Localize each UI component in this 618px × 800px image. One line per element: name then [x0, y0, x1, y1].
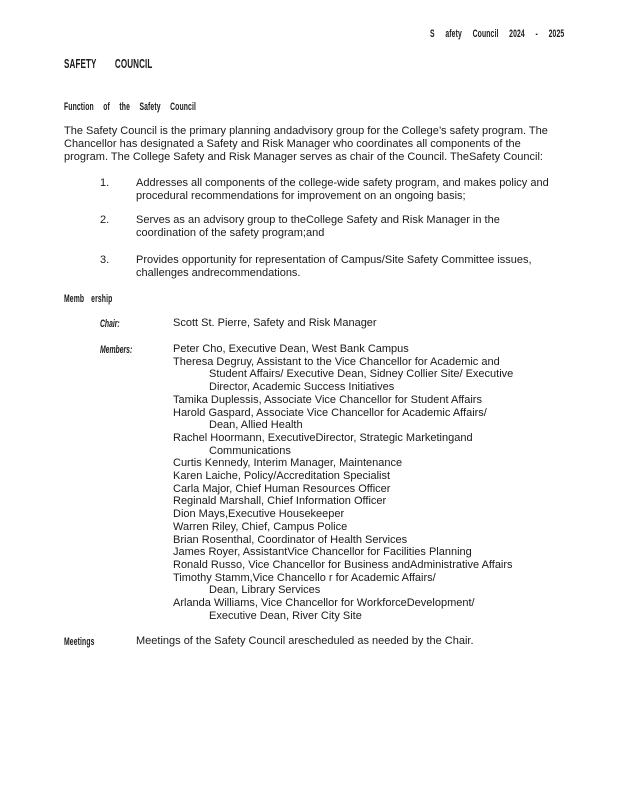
list-number: 3.	[100, 254, 110, 266]
member-line: Communications	[209, 444, 291, 457]
member-entry	[173, 534, 513, 547]
chair-value: Scott St. Pierre, Safety and Risk Manager	[173, 317, 377, 329]
member-line: Ronald Russo, Vice Chancellor for Business andAdministrative Affairs	[173, 558, 513, 571]
member-entry	[173, 470, 513, 483]
member-entry	[173, 343, 513, 356]
member-line: James Royer, AssistantVice Chancellor for Facilities Planning	[173, 546, 472, 559]
member-line: Arlanda Williams, Vice Chancellor for WorkforceDevelopment/	[173, 597, 475, 610]
member-entry	[173, 407, 513, 432]
member-line: Dean, Library Services	[209, 584, 321, 597]
member-line: Student Affairs/ Executive Dean, Sidney Collier Site/ Executive	[209, 368, 514, 381]
member-line: Curtis Kennedy, Interim Manager, Maintenance	[173, 457, 403, 470]
member-entry	[173, 356, 513, 394]
member-line: Dean, Allied Health	[209, 419, 303, 432]
list-item-line: Serves as an advisory group to theCollege Safety and Risk Manager in the	[136, 214, 500, 226]
list-item-line: Provides opportunity for representation of Campus/Site Safety Committee issues,	[136, 254, 532, 266]
member-line: Warren Riley, Chief, Campus Police	[173, 520, 348, 533]
member-line: Brian Rosenthal, Coordinator of Health Services	[173, 533, 408, 546]
member-line: Karen Laiche, Policy/Accreditation Specialist	[173, 470, 391, 483]
list-item-line: challenges andrecommendations.	[136, 267, 301, 279]
list-item-line: procedural recommendations for improvement on an ongoing basis;	[136, 190, 466, 202]
member-line: Timothy Stamm,Vice Chancello r for Academic Affairs/	[173, 571, 436, 584]
member-entry	[173, 521, 513, 534]
members-list	[173, 343, 513, 622]
member-entry	[173, 572, 513, 597]
member-entry	[173, 546, 513, 559]
list-number: 2.	[100, 214, 110, 226]
list-item	[136, 254, 532, 280]
member-line: Carla Major, Chief Human Resources Officer	[173, 482, 391, 495]
members-label: Members:	[100, 344, 133, 356]
member-line: Peter Cho, Executive Dean, West Bank Campus	[173, 343, 409, 355]
member-entry	[173, 483, 513, 496]
member-line: Director, Academic Success Initiatives	[209, 381, 395, 394]
function-heading: Function of the Safety Council	[64, 101, 196, 113]
intro-line: The Safety Council is the primary planning andadvisory group for the College’s safety program. The	[64, 125, 548, 137]
member-line: Theresa Degruy, Assistant to the Vice Chancellor for Academic and	[173, 355, 500, 368]
member-entry	[173, 597, 513, 622]
member-entry	[173, 394, 513, 407]
member-line: Harold Gaspard, Associate Vice Chancellor for Academic Affairs/	[173, 406, 487, 419]
list-item-line: coordination of the safety program;and	[136, 227, 325, 239]
list-item	[136, 177, 549, 203]
running-header: S afety Council 2024 - 2025	[430, 28, 565, 40]
member-line: Reginald Marshall, Chief Information Officer	[173, 495, 387, 508]
list-item-line: Addresses all components of the college-wide safety program, and makes policy and	[136, 177, 549, 189]
meetings-heading: Meetings	[64, 636, 95, 648]
chair-label: Chair:	[100, 318, 120, 330]
member-entry	[173, 495, 513, 508]
page-title: SAFETY COUNCIL	[64, 56, 153, 71]
member-entry	[173, 457, 513, 470]
member-entry	[173, 508, 513, 521]
meetings-text: Meetings of the Safety Council arescheduled as needed by the Chair.	[136, 635, 474, 647]
member-entry	[173, 432, 513, 457]
intro-line: program. The College Safety and Risk Manager serves as chair of the Council. TheSafety Council:	[64, 151, 543, 163]
member-line: Tamika Duplessis, Associate Vice Chancellor for Student Affairs	[173, 393, 482, 406]
membership-heading: Memb ership	[64, 293, 113, 305]
member-entry	[173, 559, 513, 572]
member-line: Rachel Hoormann, ExecutiveDirector, Strategic Marketingand	[173, 431, 473, 444]
member-line: Dion Mays,Executive Housekeeper	[173, 508, 345, 521]
intro-paragraph	[64, 125, 548, 164]
list-item	[136, 214, 500, 240]
list-number: 1.	[100, 177, 110, 189]
member-line: Executive Dean, River City Site	[209, 609, 362, 622]
intro-line: Chancellor has designated a Safety and Risk Manager who coordinates all components of the	[64, 138, 521, 150]
